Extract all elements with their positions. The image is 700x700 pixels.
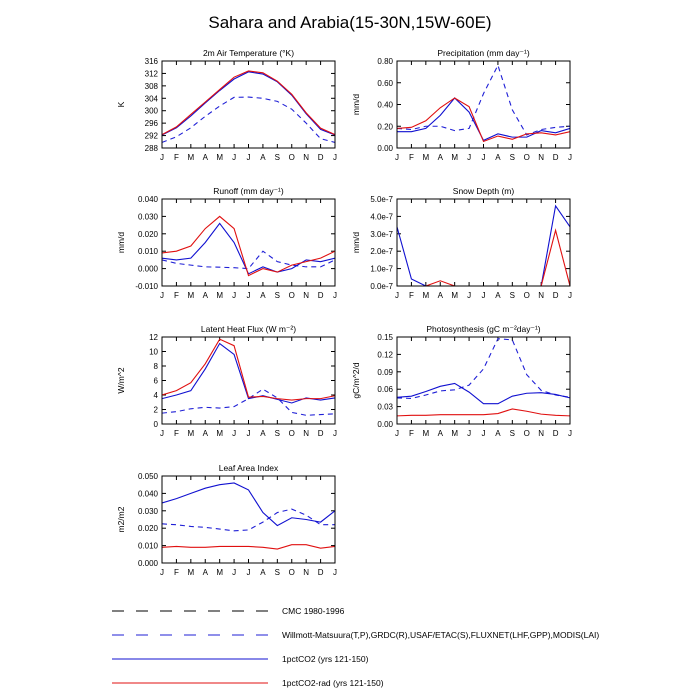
x-tick-label: J — [232, 153, 237, 162]
x-tick-label: O — [288, 291, 295, 300]
y-tick-label: 292 — [144, 131, 158, 141]
series-line-pct — [162, 344, 335, 403]
x-tick-label: D — [552, 153, 559, 162]
series-group — [397, 65, 570, 141]
series-line-obs — [162, 97, 335, 142]
y-axis-label: mm/d — [116, 231, 126, 254]
x-tick-label: J — [481, 153, 486, 162]
x-tick-label: J — [160, 153, 164, 162]
chart-panel-2 — [351, 48, 572, 162]
y-tick-label: 0.20 — [377, 122, 393, 132]
y-tick-label: 316 — [144, 57, 158, 66]
y-tick-label: -0.010 — [135, 282, 158, 291]
x-tick-label: A — [260, 291, 266, 300]
y-tick-label: 0.09 — [377, 367, 393, 377]
x-tick-label: A — [437, 429, 443, 438]
series-group — [162, 339, 335, 415]
x-tick-label: A — [437, 153, 443, 162]
y-tick-label: 0.03 — [377, 402, 393, 412]
x-tick-label: J — [232, 291, 237, 300]
x-tick-label: A — [202, 153, 208, 162]
x-tick-label: J — [160, 429, 164, 438]
x-tick-label: D — [317, 429, 324, 438]
x-tick-label: M — [451, 291, 459, 300]
x-tick-label: F — [408, 429, 414, 438]
plot-frame — [162, 61, 335, 148]
legend-item — [112, 606, 345, 616]
figure-title: Sahara and Arabia(15-30N,15W-60E) — [208, 13, 492, 32]
legend-label: 1pctCO2 (yrs 121-150) — [282, 654, 369, 664]
x-tick-label: J — [333, 429, 337, 438]
series-line-pct — [162, 483, 335, 526]
y-tick-label: 0.40 — [377, 100, 393, 110]
y-tick-label: 6 — [153, 376, 158, 386]
series-line-obs — [397, 339, 570, 399]
x-tick-label: F — [408, 291, 414, 300]
x-tick-label: N — [303, 568, 310, 577]
x-tick-label: D — [552, 291, 559, 300]
y-axis-label: W/m^2 — [116, 367, 126, 394]
series-line-rad — [162, 339, 335, 400]
x-tick-label: A — [202, 429, 208, 438]
x-tick-label: O — [523, 153, 530, 162]
series-line-pct — [397, 383, 570, 403]
y-axis-label: K — [116, 101, 126, 108]
x-tick-label: A — [495, 291, 501, 300]
y-tick-label: 0.06 — [377, 385, 393, 395]
series-line-rad — [162, 545, 335, 549]
plot-frame — [162, 337, 335, 424]
panels — [116, 48, 572, 577]
legend-item — [112, 654, 369, 664]
x-tick-label: O — [523, 429, 530, 438]
y-tick-label: 0.030 — [137, 506, 158, 516]
x-tick-label: N — [303, 429, 310, 438]
x-tick-label: M — [216, 568, 224, 577]
series-line-rad — [397, 409, 570, 416]
x-tick-label: M — [451, 429, 459, 438]
y-tick-label: 300 — [144, 106, 158, 116]
y-tick-label: 3.0e-7 — [370, 229, 393, 239]
x-tick-label: A — [260, 153, 266, 162]
y-tick-label: 0.000 — [137, 264, 158, 274]
chart-panel-4 — [351, 186, 572, 300]
x-tick-label: F — [408, 153, 414, 162]
x-tick-label: J — [467, 429, 472, 438]
y-tick-label: 0.020 — [137, 229, 158, 239]
x-tick-label: S — [274, 429, 281, 438]
y-tick-label: 2 — [153, 405, 158, 415]
x-tick-label: J — [333, 291, 337, 300]
legend — [112, 606, 599, 688]
y-tick-label: 0.040 — [137, 489, 158, 499]
y-tick-label: 0 — [153, 420, 158, 429]
legend-item — [112, 630, 599, 640]
x-tick-label: A — [437, 291, 443, 300]
x-tick-label: D — [317, 291, 324, 300]
chart-title: Latent Heat Flux (W m⁻²) — [200, 324, 297, 334]
y-tick-label: 0.000 — [137, 559, 158, 568]
x-tick-label: J — [481, 291, 486, 300]
x-tick-label: J — [568, 153, 572, 162]
chart-title: Precipitation (mm day⁻¹) — [437, 48, 530, 58]
x-tick-label: J — [333, 153, 337, 162]
x-tick-label: M — [187, 153, 195, 162]
y-tick-label: 0.010 — [137, 247, 158, 257]
y-tick-label: 5.0e-7 — [370, 195, 393, 204]
x-tick-label: O — [288, 429, 295, 438]
y-tick-label: 12 — [149, 333, 158, 342]
x-tick-label: O — [288, 568, 295, 577]
series-line-obs — [397, 65, 570, 135]
x-tick-label: M — [451, 153, 459, 162]
x-tick-label: J — [568, 429, 572, 438]
y-tick-label: 1.0e-7 — [370, 264, 393, 274]
series-line-rad — [162, 71, 335, 135]
series-line-pct — [397, 98, 570, 140]
x-tick-label: J — [467, 291, 472, 300]
x-tick-label: A — [495, 429, 501, 438]
x-tick-label: J — [246, 568, 251, 577]
x-tick-label: M — [422, 153, 430, 162]
y-tick-label: 308 — [144, 81, 158, 91]
x-tick-label: F — [173, 429, 179, 438]
x-tick-label: M — [216, 429, 224, 438]
series-group — [162, 216, 335, 275]
y-tick-label: 0.80 — [377, 57, 393, 66]
y-tick-label: 288 — [144, 144, 158, 153]
y-tick-label: 4.0e-7 — [370, 212, 393, 222]
chart-panel-7 — [116, 463, 337, 577]
x-tick-label: N — [303, 153, 310, 162]
y-tick-label: 0.15 — [377, 333, 393, 342]
series-line-rad — [162, 216, 335, 275]
plot-frame — [397, 337, 570, 424]
chart-title: Photosynthesis (gC m⁻²day⁻¹) — [426, 324, 541, 334]
y-tick-label: 0.040 — [137, 195, 158, 204]
x-tick-label: J — [395, 429, 399, 438]
legend-label: CMC 1980-1996 — [282, 606, 345, 616]
x-tick-label: A — [260, 568, 266, 577]
x-tick-label: M — [187, 429, 195, 438]
x-tick-label: S — [274, 291, 281, 300]
chart-panel-5 — [116, 324, 337, 438]
y-tick-label: 0.12 — [377, 350, 393, 360]
x-tick-label: J — [467, 153, 472, 162]
x-tick-label: N — [303, 291, 310, 300]
y-tick-label: 4 — [153, 391, 158, 400]
y-axis-label: m2/m2 — [116, 506, 126, 533]
plot-frame — [397, 61, 570, 148]
y-tick-label: 0.00 — [377, 144, 393, 153]
x-tick-label: J — [232, 429, 237, 438]
series-line-obs — [162, 389, 335, 415]
x-tick-label: F — [173, 291, 179, 300]
y-tick-label: 0.020 — [137, 524, 158, 534]
y-tick-label: 296 — [144, 119, 158, 129]
x-tick-label: S — [274, 153, 281, 162]
y-tick-label: 0.00 — [377, 420, 393, 429]
chart-panel-6 — [351, 324, 572, 438]
x-tick-label: D — [552, 429, 559, 438]
x-tick-label: A — [202, 568, 208, 577]
x-tick-label: J — [333, 568, 337, 577]
y-tick-label: 0.010 — [137, 541, 158, 551]
x-tick-label: S — [509, 429, 516, 438]
x-tick-label: A — [202, 291, 208, 300]
x-tick-label: J — [568, 291, 572, 300]
x-tick-label: A — [495, 153, 501, 162]
x-tick-label: J — [395, 153, 399, 162]
x-tick-label: J — [246, 429, 251, 438]
y-tick-label: 312 — [144, 69, 158, 79]
x-tick-label: F — [173, 153, 179, 162]
x-tick-label: J — [232, 568, 237, 577]
legend-label: 1pctCO2-rad (yrs 121-150) — [282, 678, 384, 688]
chart-title: 2m Air Temperature (°K) — [202, 48, 295, 58]
x-tick-label: J — [246, 153, 251, 162]
chart-title: Leaf Area Index — [218, 463, 279, 473]
x-tick-label: O — [523, 291, 530, 300]
x-tick-label: S — [509, 291, 516, 300]
y-axis-label: mm/d — [351, 93, 361, 116]
y-tick-label: 0.030 — [137, 212, 158, 222]
x-tick-label: N — [538, 153, 545, 162]
x-tick-label: M — [216, 291, 224, 300]
x-tick-label: S — [509, 153, 516, 162]
series-line-pct — [162, 223, 335, 273]
chart-title: Runoff (mm day⁻¹) — [213, 186, 284, 196]
x-tick-label: A — [260, 429, 266, 438]
legend-item — [112, 678, 384, 688]
y-tick-label: 8 — [153, 362, 158, 371]
y-axis-label: gC/m^2/d — [351, 362, 361, 399]
y-tick-label: 0.050 — [137, 472, 158, 481]
x-tick-label: J — [160, 291, 164, 300]
x-tick-label: N — [538, 291, 545, 300]
x-tick-label: J — [481, 429, 486, 438]
chart-panel-1 — [116, 48, 337, 162]
y-tick-label: 0.60 — [377, 78, 393, 88]
x-tick-label: J — [160, 568, 164, 577]
series-line-rad — [397, 98, 570, 142]
series-line-pct — [162, 72, 335, 135]
x-tick-label: J — [246, 291, 251, 300]
x-tick-label: O — [288, 153, 295, 162]
x-tick-label: M — [216, 153, 224, 162]
x-tick-label: F — [173, 568, 179, 577]
x-tick-label: M — [187, 568, 195, 577]
y-tick-label: 10 — [149, 347, 158, 357]
x-tick-label: D — [317, 568, 324, 577]
x-tick-label: D — [317, 153, 324, 162]
legend-label: Willmott-Matsuura(T,P),GRDC(R),USAF/ETAC(S),FLUXNET(LHF,GPP),MODIS(LAI) — [282, 630, 600, 640]
y-axis-label: mm/d — [351, 231, 361, 254]
series-line-rad — [541, 230, 570, 286]
series-group — [162, 483, 335, 549]
series-group — [397, 206, 570, 286]
chart-panel-3 — [116, 186, 337, 300]
y-tick-label: 0.0e-7 — [370, 282, 393, 291]
series-group — [397, 339, 570, 416]
x-tick-label: M — [187, 291, 195, 300]
x-tick-label: J — [395, 291, 399, 300]
x-tick-label: N — [538, 429, 545, 438]
chart-title: Snow Depth (m) — [452, 186, 515, 196]
x-tick-label: M — [422, 429, 430, 438]
x-tick-label: M — [422, 291, 430, 300]
series-group — [162, 71, 335, 142]
x-tick-label: S — [274, 568, 281, 577]
y-tick-label: 304 — [144, 94, 158, 104]
y-tick-label: 2.0e-7 — [370, 247, 393, 257]
